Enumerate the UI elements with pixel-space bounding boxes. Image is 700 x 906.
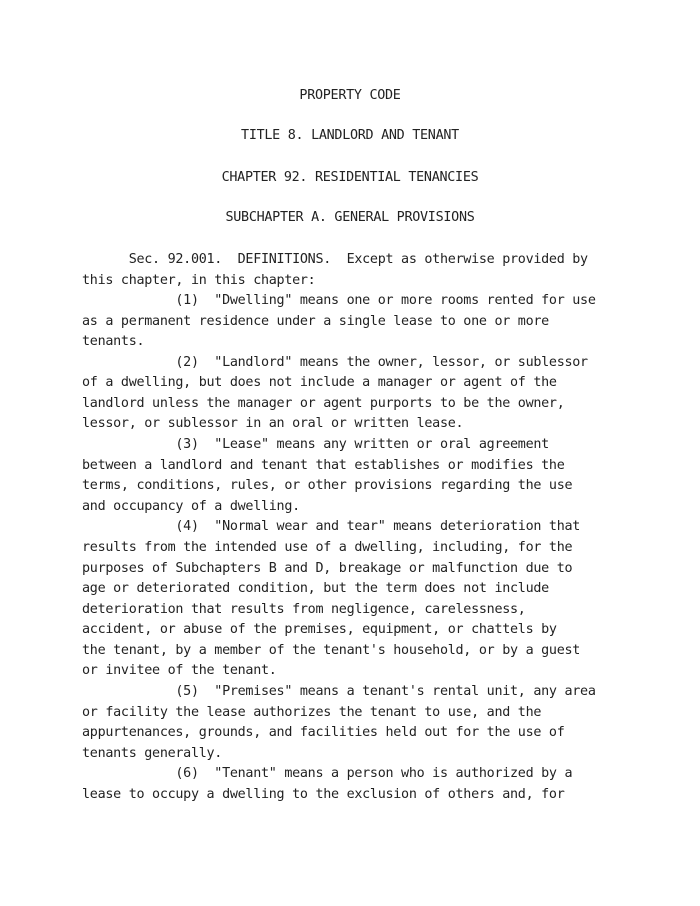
text-line: (2) "Landlord" means the owner, lessor, or sublessor [82, 355, 588, 370]
text-line: this chapter, in this chapter: [82, 273, 316, 288]
text-line: or facility the lease authorizes the tenant to use, and the [82, 705, 542, 720]
text-line: landlord unless the manager or agent purports to be the owner, [82, 396, 565, 411]
chapter-heading: CHAPTER 92. RESIDENTIAL TENANCIES [221, 170, 479, 185]
text-line: (5) "Premises" means a tenant's rental unit, any area [82, 684, 596, 699]
text-line: as a permanent residence under a single lease to one or more [82, 314, 549, 329]
text-line: lease to occupy a dwelling to the exclusion of others and, for [82, 787, 565, 802]
text-line: the tenant, by a member of the tenant's household, or by a guest [82, 643, 581, 658]
text-line: and occupancy of a dwelling. [82, 499, 300, 514]
text-line: tenants. [82, 334, 145, 349]
text-line: (1) "Dwelling" means one or more rooms rented for use [82, 293, 596, 308]
text-line: purposes of Subchapters B and D, breakage or malfunction due to [82, 561, 573, 576]
text-line: lessor, or sublessor in an oral or written lease. [82, 416, 464, 431]
subchapter-heading: SUBCHAPTER A. GENERAL PROVISIONS [225, 210, 475, 225]
text-line: or invitee of the tenant. [82, 663, 277, 678]
text-line: deterioration that results from negligence, carelessness, [82, 602, 526, 617]
text-line: tenants generally. [82, 746, 223, 761]
text-line: appurtenances, grounds, and facilities held out for the use of [82, 725, 565, 740]
text-line: between a landlord and tenant that establishes or modifies the [82, 458, 565, 473]
text-line: (4) "Normal wear and tear" means deterioration that [82, 519, 581, 534]
text-line: accident, or abuse of the premises, equipment, or chattels by [82, 622, 557, 637]
text-line: (6) "Tenant" means a person who is authorized by a [82, 766, 573, 781]
text-line: Sec. 92.001. DEFINITIONS. Except as otherwise provided by [82, 252, 588, 267]
title-heading: TITLE 8. LANDLORD AND TENANT [241, 128, 459, 143]
text-line: results from the intended use of a dwelling, including, for the [82, 540, 573, 555]
code-heading: PROPERTY CODE [299, 88, 401, 103]
text-line: terms, conditions, rules, or other provisions regarding the use [82, 478, 573, 493]
text-line: age or deteriorated condition, but the term does not include [82, 581, 549, 596]
text-line: (3) "Lease" means any written or oral agreement [82, 437, 549, 452]
text-line: of a dwelling, but does not include a manager or agent of the [82, 375, 557, 390]
